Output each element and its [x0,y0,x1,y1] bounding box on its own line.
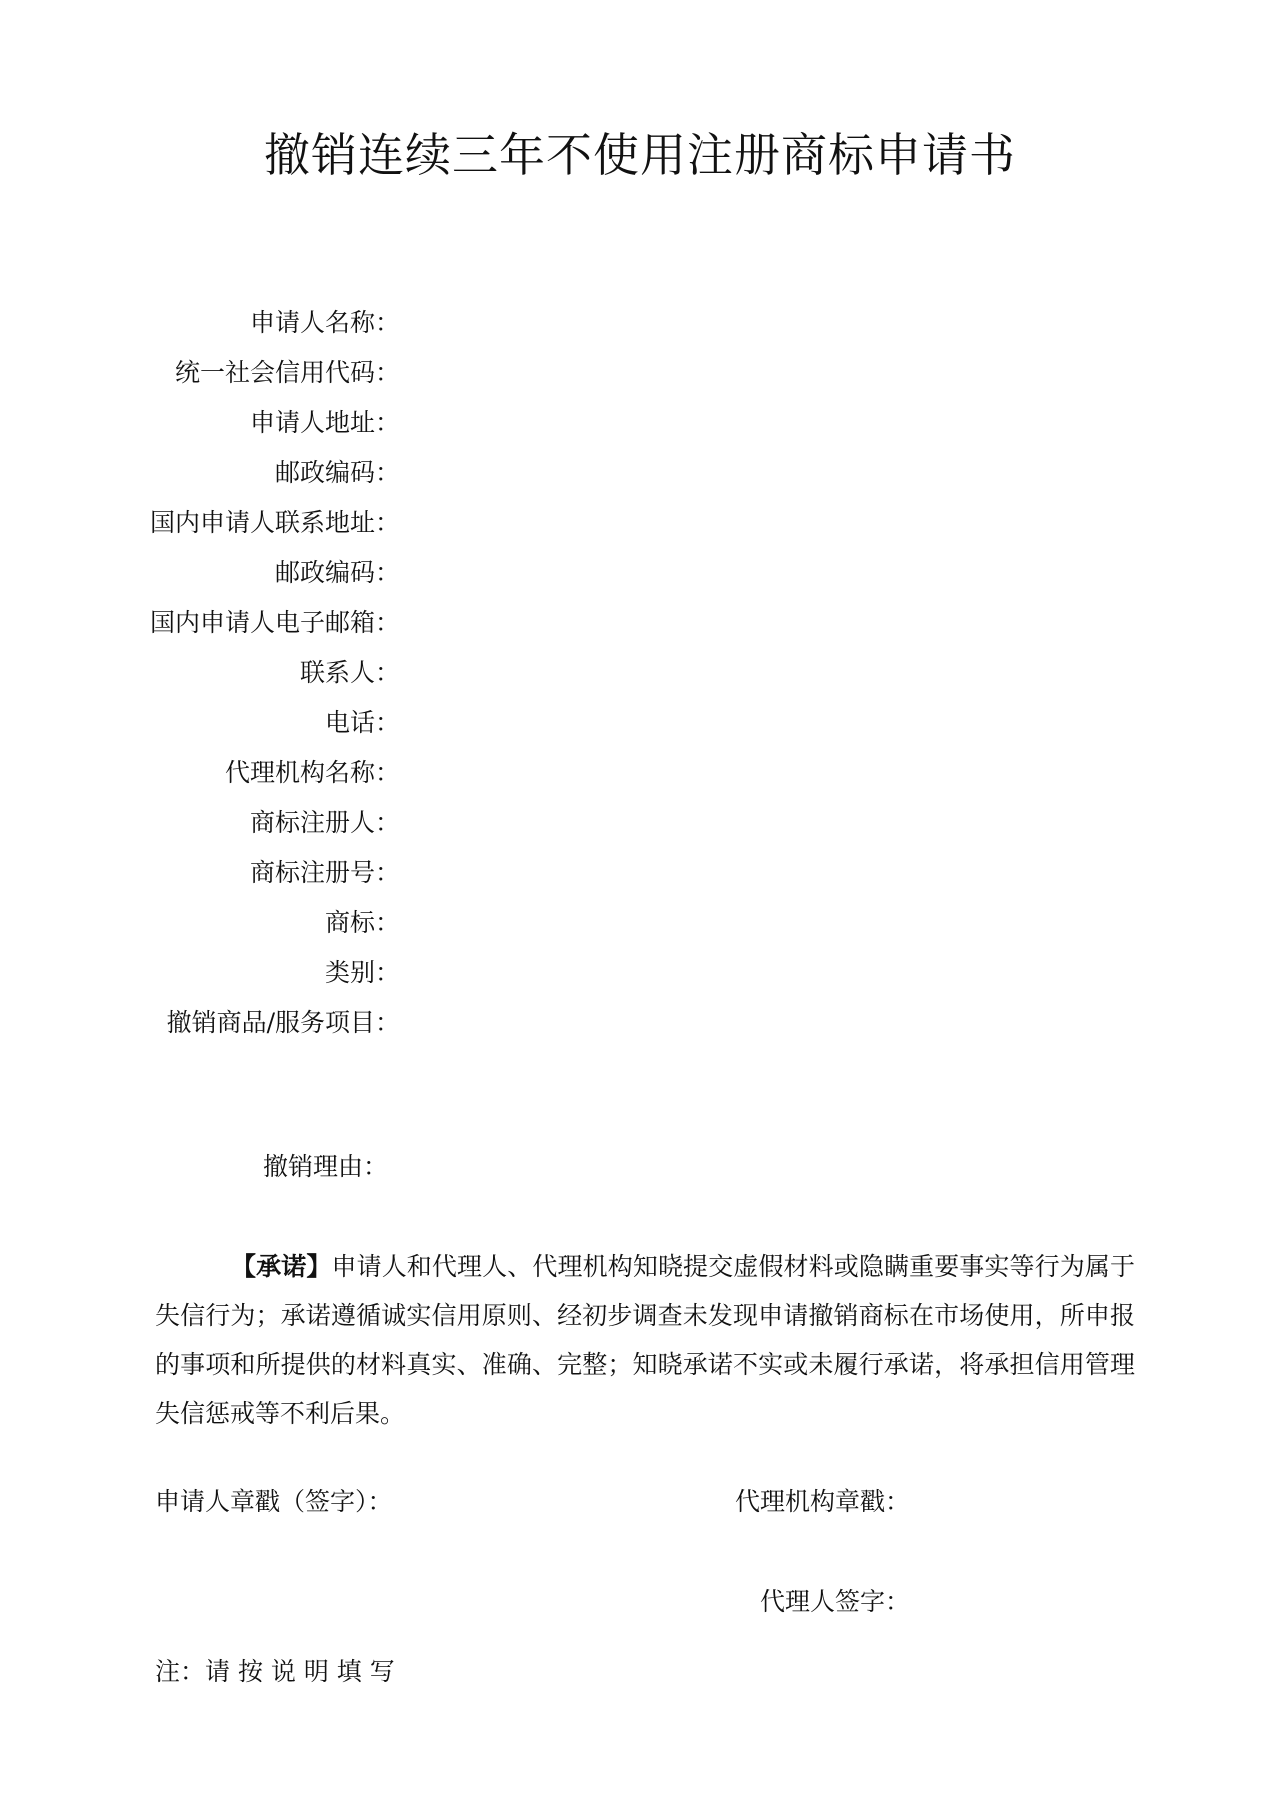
field-label: 类别： [324,958,400,987]
field-credit-code [100,348,400,398]
field-label: 商标注册人： [249,808,400,837]
field-label: 电话： [324,708,400,737]
field-postal-code [100,448,400,498]
agency-seal-label: 代理机构章戳： [735,1487,911,1516]
field-label: 商标注册号： [249,858,400,887]
field-label: 统一社会信用代码： [174,358,400,387]
field-applicant-address [100,398,400,448]
field-label: 邮政编码： [274,558,400,587]
field-trademark-registrant [100,798,400,848]
field-domestic-contact-address [100,498,400,548]
field-domestic-email [100,598,400,648]
field-label: 商标： [324,908,400,937]
field-agency-name [100,748,400,798]
form-fields [100,298,400,1048]
footnote: 注：请 按 说 明 填 写 [155,1657,395,1686]
field-label: 申请人地址： [249,408,400,437]
field-label: 国内申请人电子邮箱： [149,608,400,637]
field-label: 撤销商品/服务项目： [166,1008,400,1037]
field-applicant-name [100,298,400,348]
revocation-reason-label: 撤销理由： [262,1152,388,1181]
field-label: 联系人： [299,658,400,687]
field-label: 代理机构名称： [224,758,400,787]
field-class [100,948,400,998]
field-registration-number [100,848,400,898]
field-contact-person [100,648,400,698]
field-phone [100,698,400,748]
document-title: 撤销连续三年不使用注册商标申请书 [264,128,1016,182]
field-label: 邮政编码： [274,458,400,487]
field-trademark [100,898,400,948]
field-revoked-goods-services [100,998,400,1048]
applicant-seal-label: 申请人章戳（签字）： [155,1487,393,1516]
agent-signature-label: 代理人签字： [760,1587,911,1616]
pledge-heading: 【承诺】 [231,1252,332,1281]
pledge-body: 申请人和代理人、代理机构知晓提交虚假材料或隐瞒重要事实等行为属于失信行为；承诺遵循诚实信用原则、经初步调查未发现申请撤销商标在市场使用，所申报的事项和所提供的材料真实、准确、完整；知晓承诺不实或未履行承诺，将承担信用管理失信惩戒等不利后果。 [155,1252,1135,1428]
pledge-paragraph [155,1242,1135,1438]
field-label: 国内申请人联系地址： [149,508,400,537]
field-postal-code-2 [100,548,400,598]
field-label: 申请人名称： [249,308,400,337]
